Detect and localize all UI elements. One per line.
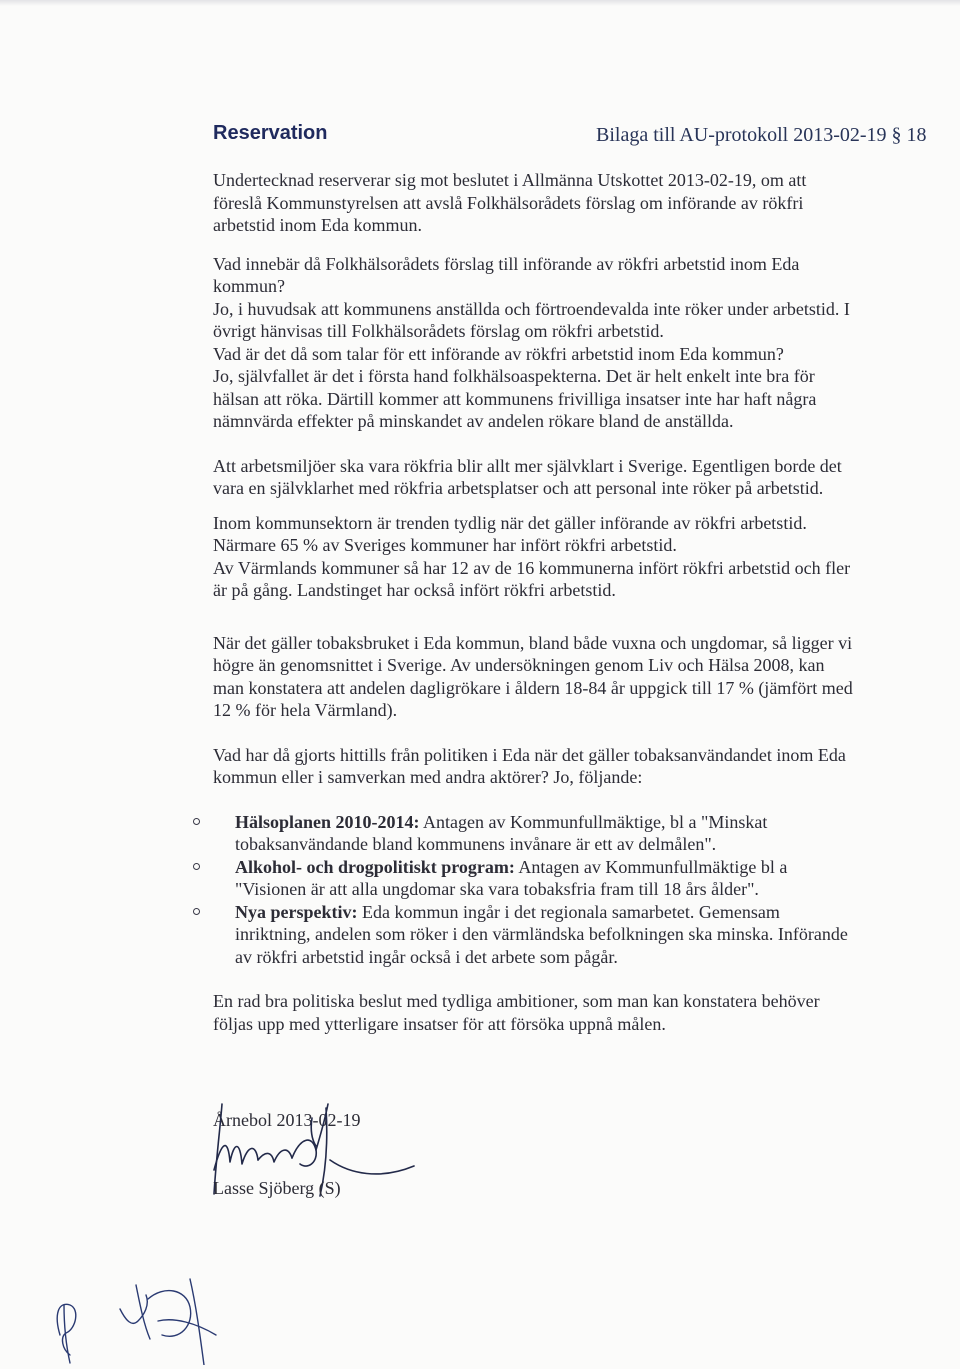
paragraph-work-environment: Att arbetsmiljöer ska vara rökfria blir allt mer självklart i Sverige. Egentligen borde det vara en självklarhet med rökfria arbetsplatser och att personal inte röker på arbetstid. bbox=[213, 455, 842, 498]
initiative-text: Antagen av Kommunfullmäktige bl a "Visionen är att alla ungdomar ska vara tobaksfria fram till 18 års ålder". bbox=[235, 856, 788, 899]
document-title: Reservation bbox=[213, 122, 328, 144]
paragraph-intro: Undertecknad reserverar sig mot beslutet i Allmänna Utskottet 2013-02-19, om att föreslå Kommunstyrelsen att avslå Folkhälsorådets förslag om införande av rökfri arbetstid inom Eda kommun. bbox=[213, 170, 807, 235]
initiative-title: Alkohol- och drogpolitiskt program: bbox=[235, 856, 515, 877]
paragraph-actions-question: Vad har då gjorts hittills från politiken i Eda när det gäller tobaksanvändandet inom Eda kommun eller i samverkan med andra aktörer? Jo, följande: bbox=[213, 744, 846, 787]
paragraph-answer-1: Jo, i huvudsak att kommunens anställda och förtroendevalda inte röker under arbetstid. I övrigt hänvisas till Folkhälsorådets förslag om rökfri arbetstid. bbox=[213, 298, 850, 341]
list-item bbox=[193, 811, 853, 856]
bullet-icon bbox=[193, 863, 200, 870]
scan-edge bbox=[0, 0, 960, 6]
paragraph-answer-2: Jo, självfallet är det i första hand folkhälsoaspekterna. Det är helt enkelt inte bra för hälsan att röka. Därtill kommer att kommunens frivilliga insatser inte har haft några nämnvärda effekter på minskandet av andelen rökare bland de anställda. bbox=[213, 366, 817, 431]
signatory-name: Lasse Sjöberg (S) bbox=[213, 1178, 341, 1198]
document-body bbox=[213, 169, 853, 1035]
paragraph-question-2: Vad är det då som talar för ett införande av rökfri arbetstid inom Eda kommun? bbox=[213, 343, 784, 364]
paragraph-varmland: Av Värmlands kommuner så har 12 av de 16 kommunerna infört rökfri arbetstid och fler är på gång. Landstinget har också infört rökfri arbetstid. bbox=[213, 557, 851, 600]
initiative-title: Nya perspektiv: bbox=[235, 901, 358, 922]
paragraph-municipal-trend: Inom kommunsektorn är trenden tydlig när det gäller införande av rökfri arbetstid. Närmare 65 % av Sveriges kommuner har infört rökfri arbetstid. bbox=[213, 512, 807, 555]
initiative-title: Hälsoplanen 2010-2014: bbox=[235, 811, 420, 832]
list-item bbox=[193, 901, 853, 969]
paragraph-tobacco-use: När det gäller tobaksbruket i Eda kommun, bland både vuxna och ungdomar, så ligger vi högre än genomsnittet i Sverige. Av undersökningen genom Liv och Hälsa 2008, kan man konstatera att andelen dagligrökare i åldern 18-84 år uppgick till 17 % (jämfört med 12 % för hela Värmland). bbox=[213, 632, 853, 720]
bullet-icon bbox=[193, 818, 200, 825]
initiatives-list bbox=[193, 811, 853, 969]
attachment-reference: Bilaga till AU-protokoll 2013-02-19 § 18 bbox=[596, 124, 927, 146]
place-date: Årnebol 2013-02-19 bbox=[213, 1110, 361, 1130]
initiative-text: Eda kommun ingår i det regionala samarbetet. Gemensam inriktning, andelen som röker i den värmländska befolkningen ska minska. Införande av rökfri arbetstid ingår också i det arbete som pågår. bbox=[235, 901, 848, 967]
initiative-text: Antagen av Kommunfullmäktige, bl a "Minskat tobaksanvändande bland kommunens invånare är ett av delmålen". bbox=[235, 811, 768, 854]
handwritten-initials bbox=[40, 1275, 230, 1365]
bullet-icon bbox=[193, 908, 200, 915]
paragraph-conclusion: En rad bra politiska beslut med tydliga ambitioner, som man kan konstatera behöver följas upp med ytterligare insatser för att försöka uppnå målen. bbox=[213, 991, 820, 1034]
paragraph-question-1: Vad innebär då Folkhälsorådets förslag till införande av rökfri arbetstid inom Eda kommun? bbox=[213, 253, 800, 296]
list-item bbox=[193, 856, 853, 901]
